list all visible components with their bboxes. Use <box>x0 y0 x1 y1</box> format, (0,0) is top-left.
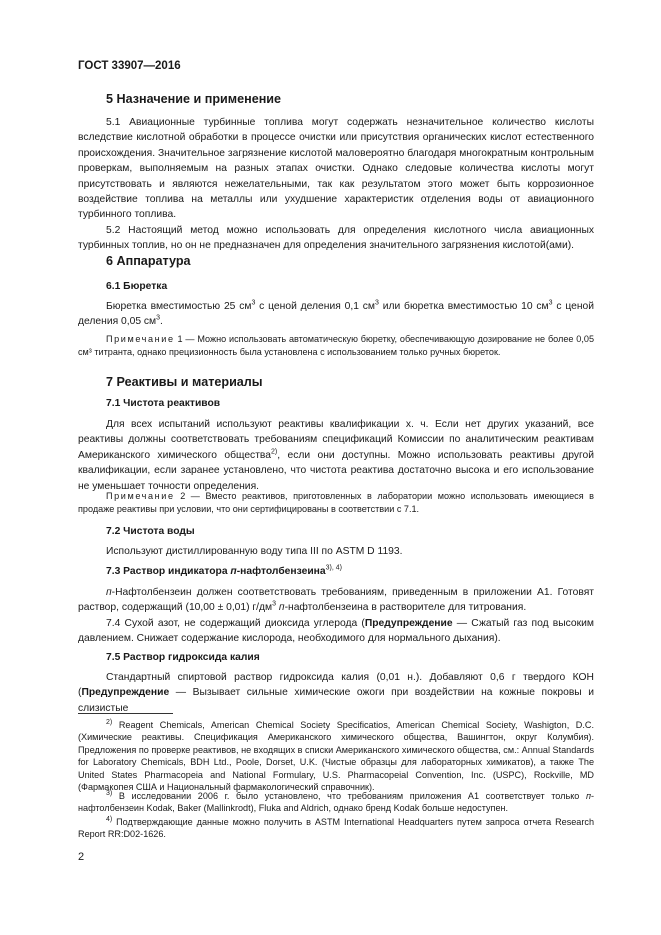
subsection-7-2-title: 7.2 Чистота воды <box>106 526 195 537</box>
paragraph-7-2: Используют дистиллированную воду типа III по ASTM D 1193. <box>106 546 403 557</box>
subsection-7-1-title: 7.1 Чистота реактивов <box>106 398 221 409</box>
paragraph-5-1: 5.1 Авиационные турбинные топлива могут содержать незначительное количество кислоты вследствие кислотной обработки в процессе очистки или присутствия органических кислот естественного происхождения. Значительное загрязнение кислотой маловероятно благодаря многократным контрольным проверкам, выполняемым на разных этапах очистки. Однако следовые количества кислоты могут присутствовать и являются нежелательными, так как результатом этого может быть коррозионное воздействие топлива на металлы или ухудшение характеристик отделения воды от авиационного турбинного топлива. <box>78 117 594 221</box>
section-7-title: 7 Реактивы и материалы <box>106 375 263 389</box>
footnote-3: $^{3)}$ В исследовании 2006 г. было установлено, что требованиям приложения А1 соответствует только п-нафтолбензеин Kodak, Baker (Mallinkrodt), Fluka and Aldrich, однако бренд Kodak больше недоступен. <box>78 789 594 814</box>
section-6-title: 6 Аппаратура <box>106 254 191 268</box>
page-number: 2 <box>78 851 85 863</box>
paragraph-7-3: п-Нафтолбензеин должен соответствовать требованиям, приведенным в приложении А1. Готовят раствор, содержащий (10,00 ± 0,01) $г/дм^3$ п-нафтолбензеина в растворителе для титрования. <box>78 587 594 614</box>
paragraph-7-4: 7.4 Сухой азот, не содержащий диоксида углерода (Предупреждение — Сжатый газ под высоким давлением. Снижает содержание кислорода, необходимого для нормального дыхания). <box>78 618 594 645</box>
paragraph-5-2: 5.2 Настоящий метод можно использовать для определения кислотного числа авиационных турбинных топлив, но он не предназначен для определения значительного загрязнения кислотой(ами). <box>78 225 594 252</box>
paragraph-7-5: Стандартный спиртовой раствор гидроксида калия (0,01 н.). Добавляют 0,6 г твердого КОН (Предупреждение — Вызывает сильные химические ожоги при воздействии на кожные покровы и слизистые <box>78 672 594 714</box>
footnote-4: $^{4)}$ Подтверждающие данные можно получить в ASTM International Headquarters путем запроса отчета Research Report RR:D02-1626. <box>78 815 594 840</box>
paragraph-6-1: Бюретка вместимостью 25 $см^3$ с ценой деления 0,1 $см^3$ или бюретка вместимостью 10 $см^3$ с ценой деления 0,05 $см^3$. <box>78 299 595 328</box>
footnote-separator <box>78 713 173 714</box>
paragraph-7-1: Для всех испытаний используют реактивы квалификации х. ч. Если нет других указаний, все реактивы должны соответствовать требованиям спецификаций Комиссии по аналитическим реактивам Американского химического общества$^{2)}$, если они доступны. Можно использовать реактивы другой квалификации, если заранее установлено, что чистота реактива достаточно высока и его использование не уменьшает точности определения. <box>78 419 594 492</box>
subsection-7-5-title: 7.5 Раствор гидроксида калия <box>106 652 260 663</box>
document-header: ГОСТ 33907—2016 <box>78 60 181 72</box>
section-5-title: 5 Назначение и применение <box>106 92 282 106</box>
note-2: Примечание 2 — Вместо реактивов, приготовленных в лаборатории можно использовать имеющиеся в продаже реактивы при условии, что они сертифицированы в соответствии с 7.1. <box>78 491 594 515</box>
subsection-7-3-title: 7.3 Раствор индикатора п-нафтолбензеина$^{3), 4)}$ <box>106 564 342 577</box>
note-1: Примечание 1 — Можно использовать автоматическую бюретку, обеспечивающую дозирование не более 0,05 см³ титранта, однако прецизионность была установлена с использованием только ручных бюреток. <box>78 334 594 358</box>
subsection-6-1-title: 6.1 Бюретка <box>106 281 168 292</box>
footnote-2: $^{2)}$ Reagent Chemicals, American Chemical Society Specificatios, American Chemical Society, Washigton, D.C. (Химические реактивы. Спецификация Американского химического общества, Вашингтон, округ Колумбия). Предложения по проверке реактивов, не входящих в списки Американского химического общества, см.: Annual Standards for Laboratory Chemicals, BDH Ltd., Poole, Dorset, U.K. (Чистые образцы для лабораторных химикатов), а также The United States Pharmacopeia and National Formulary, U.S. Pharmacopeial Convention, Inc. (USPC), Rockville, MD (Фармакопея США и Национальный фармакологический справочник). <box>78 718 594 793</box>
